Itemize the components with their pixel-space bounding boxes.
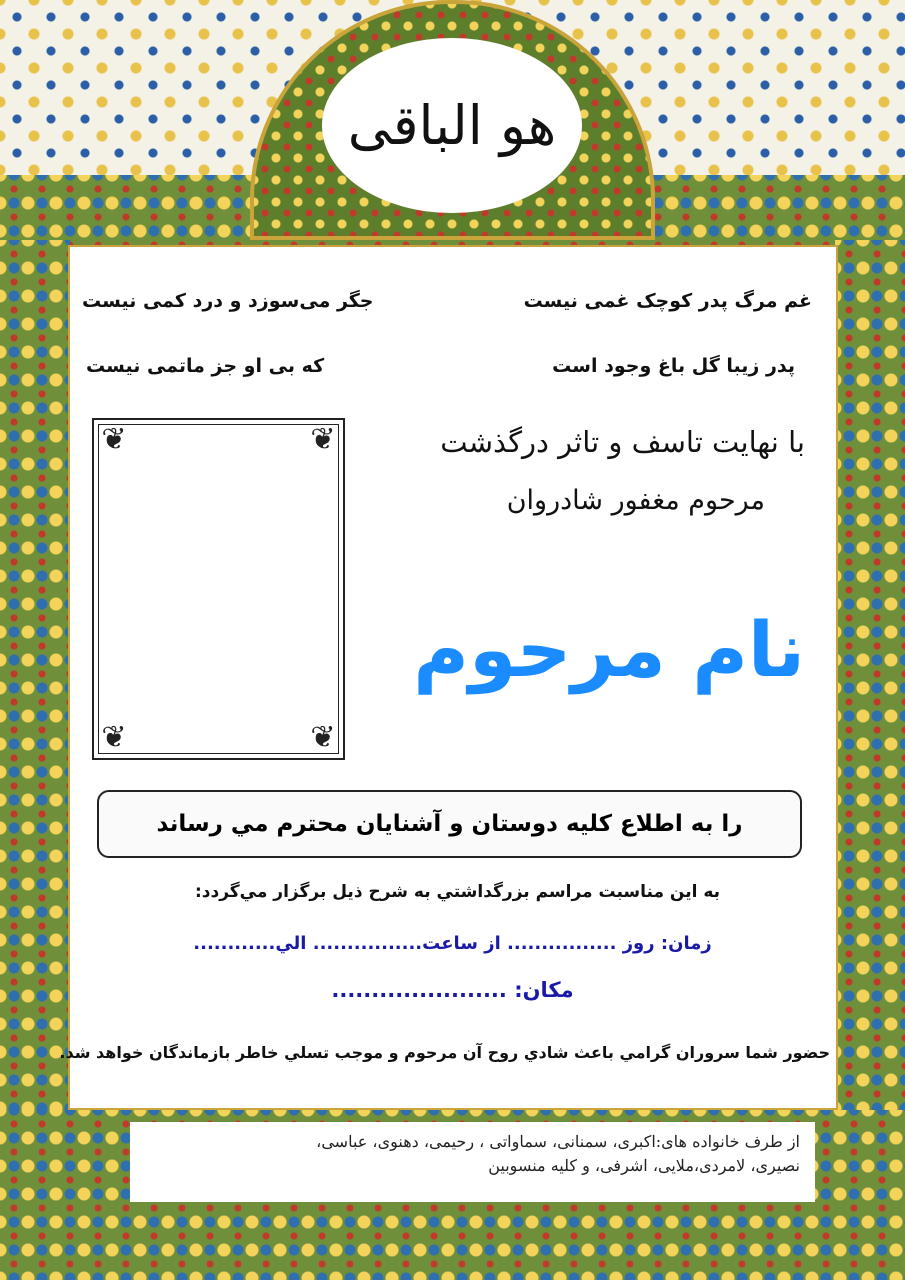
intro-line1: با نهایت تاسف و تاثر درگذشت <box>440 425 805 459</box>
deceased-name: نام مرحوم <box>413 605 805 694</box>
corner-ornament-icon: ❦ <box>101 720 127 755</box>
poem-line1-left: جگر می‌سوزد و درد کمی نیست <box>82 290 374 312</box>
calligraphy-text: هو الباقی <box>347 94 557 157</box>
notice-box <box>97 790 802 858</box>
closing-text: حضور شما سروران گرامي باعث شادي روح آن مرحوم و موجب تسلي خاطر بازماندگان خواهد شد. <box>59 1043 830 1062</box>
poem-line2-left: که بی او جز ماتمی نیست <box>86 355 325 377</box>
corner-ornament-icon: ❦ <box>101 422 127 457</box>
photo-frame <box>92 418 345 760</box>
calligraphy-seal <box>322 38 582 213</box>
intro-line2: مرحوم مغفور شادروان <box>506 485 765 516</box>
ceremony-place: مکان: ...................... <box>331 978 574 1002</box>
families-box <box>130 1122 815 1202</box>
notice-text: را به اطلاع کلیه دوستان و آشنایان محترم مي رساند <box>156 811 743 837</box>
families-line2: نصیری، لامردی،ملایی، اشرفی، و کلیه منسوبین <box>488 1156 800 1175</box>
ceremony-intro: به اين مناسبت مراسم بزرگداشتي به شرح ذيل برگزار مي‌گردد: <box>194 882 721 902</box>
families-line1: از طرف خانواده های:اکبری، سمنانی، سماواتی ، رحیمی، دهنوی، عباسی، <box>316 1132 800 1151</box>
ceremony-time: زمان: روز ................ از ساعت................ الي............ <box>193 933 712 954</box>
corner-ornament-icon: ❦ <box>310 720 336 755</box>
poem-line2-right: پدر زیبا گل باغ وجود است <box>552 355 795 377</box>
corner-ornament-icon: ❦ <box>310 422 336 457</box>
poem-line1-right: غم مرگ پدر کوچک غمی نیست <box>523 290 812 312</box>
